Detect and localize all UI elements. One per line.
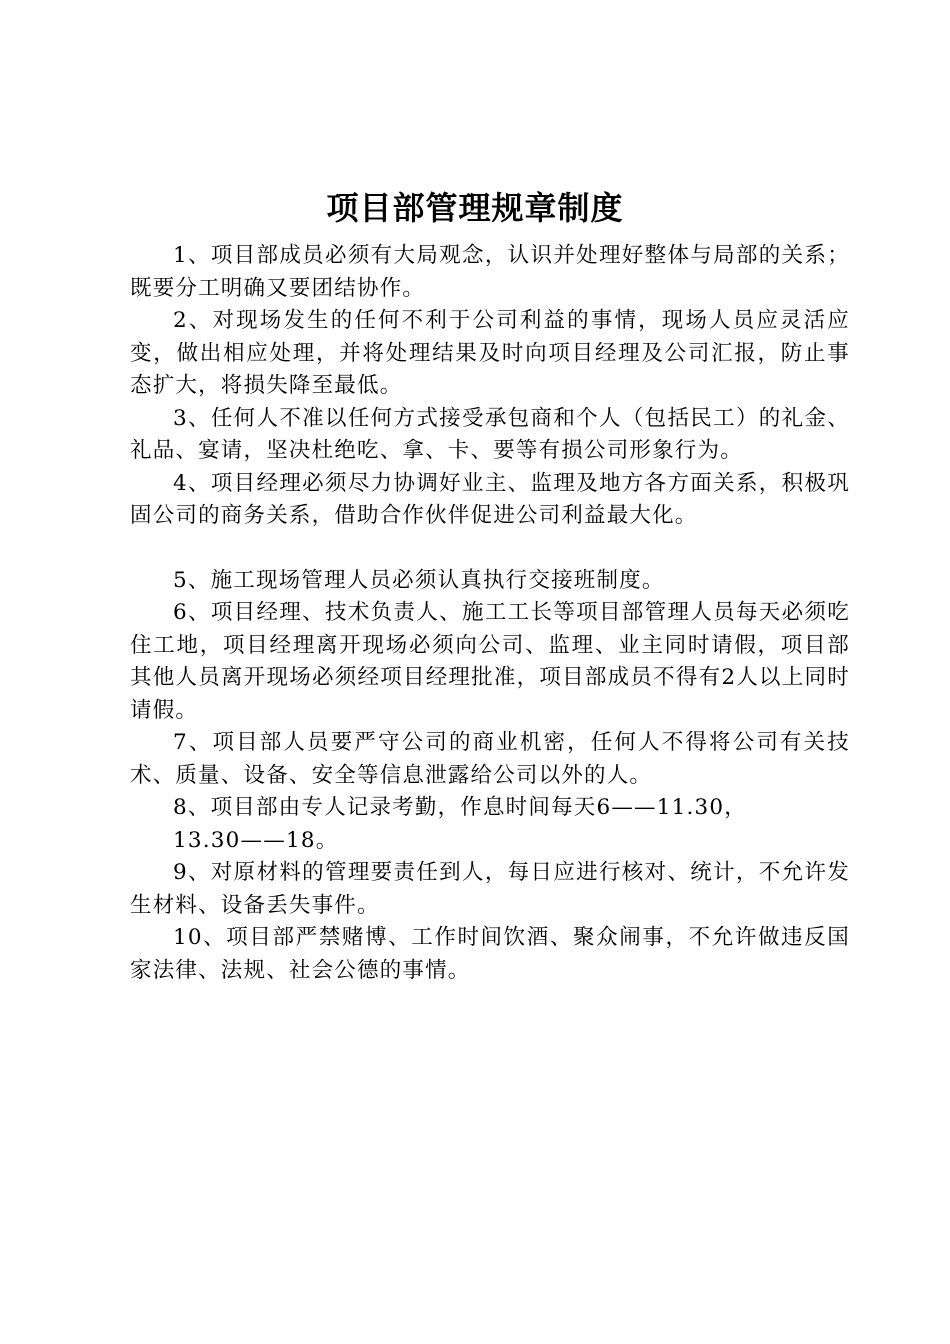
rule-paragraph-2: 2、对现场发生的任何不利于公司利益的事情，现场人员应灵活应变，做出相应处理，并将处理结果及时向项目经理及公司汇报，防止事态扩大，将损失降至最低。 (130, 308, 850, 398)
rule-paragraph-3: 3、任何人不准以任何方式接受承包商和个人（包括民工）的礼金、礼品、宴请，坚决杜绝吃、拿、卡、要等有损公司形象行为。 (130, 405, 850, 463)
rule-paragraph-9: 9、对原材料的管理要责任到人，每日应进行核对、统计，不允许发生材料、设备丢失事件。 (130, 860, 850, 918)
rule-paragraph-4: 4、项目经理必须尽力协调好业主、监理及地方各方面关系，积极巩固公司的商务关系，借助合作伙伴促进公司利益最大化。 (130, 470, 850, 528)
document-body (130, 240, 850, 987)
rule-paragraph-10: 10、项目部严禁赌博、工作时间饮酒、聚众闹事，不允许做违反国家法律、法规、社会公德的事情。 (130, 925, 850, 983)
rule-paragraph-5: 5、施工现场管理人员必须认真执行交接班制度。 (173, 567, 665, 593)
rule-paragraph-7: 7、项目部人员要严守公司的商业机密，任何人不得将公司有关技术、质量、设备、安全等信息泄露给公司以外的人。 (130, 730, 850, 788)
rule-paragraph-8-continuation: 13.30——18。 (173, 827, 339, 853)
rule-paragraph-1: 1、项目部成员必须有大局观念，认识并处理好整体与局部的关系；既要分工明确又要团结协作。 (130, 243, 850, 301)
rule-paragraph-6: 6、项目经理、技术负责人、施工工长等项目部管理人员每天必须吃住工地，项目经理离开现场必须向公司、监理、业主同时请假，项目部其他人员离开现场必须经项目经理批准，项目部成员不得有2人以上同时请假。 (130, 600, 850, 723)
rule-paragraph-8: 8、项目部由专人记录考勤，作息时间每天6——11.30， (173, 795, 748, 820)
document-title: 项目部管理规章制度 (326, 189, 624, 227)
